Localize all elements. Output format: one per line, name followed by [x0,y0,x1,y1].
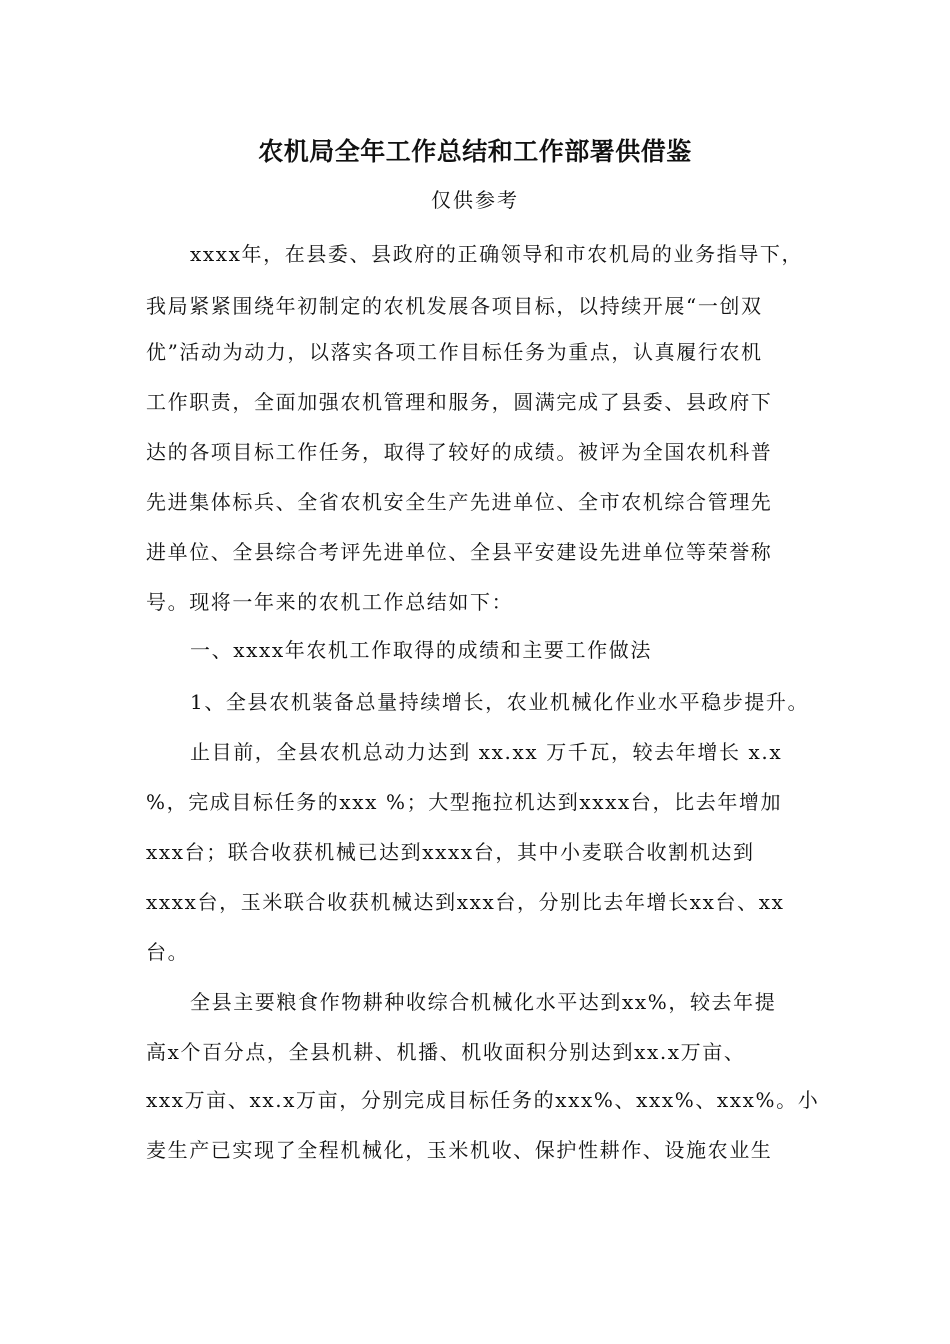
text-line: 全县主要粮食作物耕种收综合机械化水平达到xx%，较去年提 [190,990,777,1014]
text-line: 号。现将一年来的农机工作总结如下： [146,590,514,614]
text-line: 一、xxxx年农机工作取得的成绩和主要工作做法 [190,638,652,662]
text-line: xxx台；联合收获机械已达到xxxx台，其中小麦联合收割机达到 [146,840,755,864]
text-line: 进单位、全县综合考评先进单位、全县平安建设先进单位等荣誉称 [146,540,773,564]
text-line: 先进集体标兵、全省农机安全生产先进单位、全市农机综合管理先 [146,490,773,514]
text-line: xxx万亩、xx.x万亩，分别完成目标任务的xxx%、xxx%、xxx%。小 [146,1088,820,1112]
text-line: 优”活动为动力，以落实各项工作目标任务为重点，认真履行农机 [146,340,763,364]
document-title: 农机局全年工作总结和工作部署供借鉴 [258,137,692,166]
text-line: xxxx年，在县委、县政府的正确领导和市农机局的业务指导下， [190,242,804,266]
text-line: 台。 [146,940,190,964]
document-subtitle: 仅供参考 [431,188,519,212]
text-line: 1、全县农机装备总量持续增长，农业机械化作业水平稳步提升。 [190,690,810,714]
text-line: 工作职责，全面加强农机管理和服务，圆满完成了县委、县政府下 [146,390,773,414]
text-line: 达的各项目标工作任务，取得了较好的成绩。被评为全国农机科普 [146,440,773,464]
text-line: 我局紧紧围绕年初制定的农机发展各项目标，以持续开展“一创双 [146,294,763,318]
text-line: %，完成目标任务的xxx %；大型拖拉机达到xxxx台，比去年增加 [146,790,783,814]
text-line: 麦生产已实现了全程机械化，玉米机收、保护性耕作、设施农业生 [146,1138,773,1162]
text-line: xxxx台，玉米联合收获机械达到xxx台，分别比去年增长xx台、xx [146,890,785,914]
text-line: 高x个百分点，全县机耕、机播、机收面积分别达到xx.x万亩、 [146,1040,746,1064]
text-line: 止目前，全县农机总动力达到 xx.xx 万千瓦，较去年增长 x.x [190,740,783,764]
